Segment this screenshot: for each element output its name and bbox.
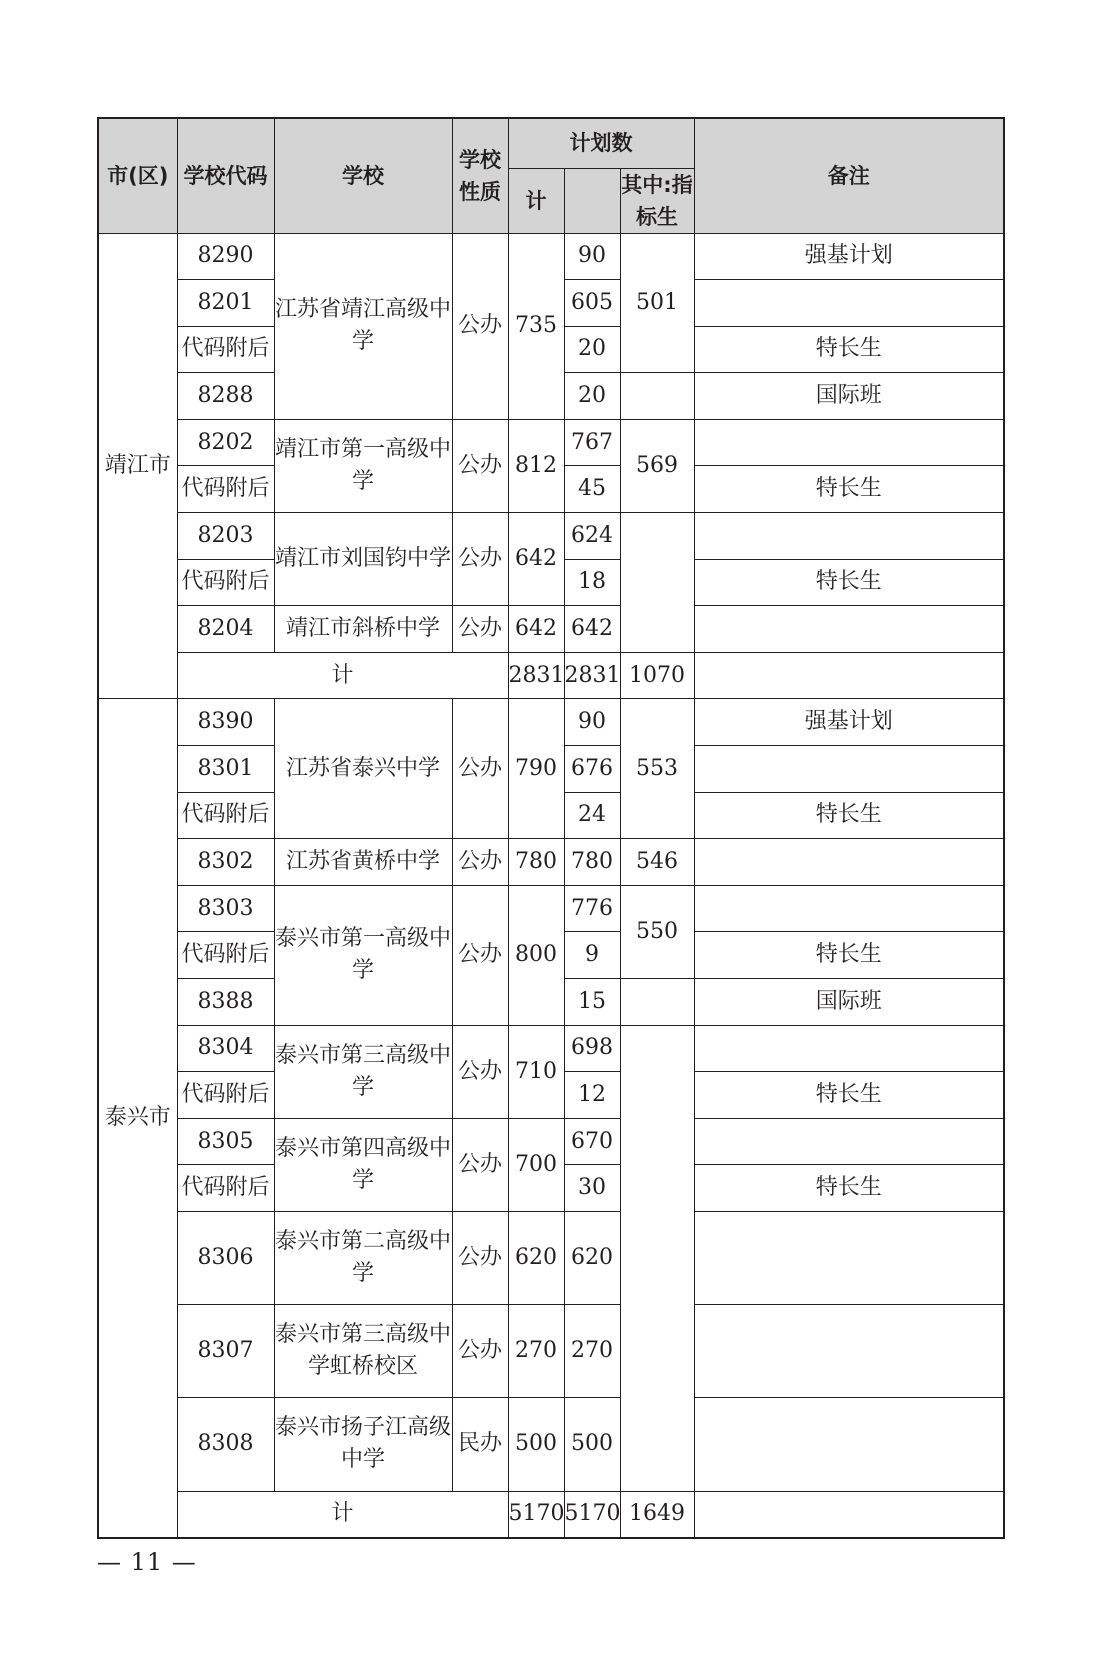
subtotal-total: 2831	[508, 652, 564, 699]
plan-num-cell: 20	[564, 373, 620, 420]
header-school-type: 学校性质	[452, 118, 508, 233]
remark-cell	[694, 885, 1004, 932]
school-type-cell: 公办	[452, 1305, 508, 1398]
remark-cell	[694, 1211, 1004, 1304]
school-name-cell: 江苏省黄桥中学	[274, 839, 452, 886]
header-plan-total: 计	[508, 168, 564, 233]
remark-cell	[694, 513, 1004, 560]
school-type-cell: 公办	[452, 839, 508, 886]
remark-cell	[694, 1491, 1004, 1538]
plan-num-cell: 500	[564, 1398, 620, 1491]
header-plan-blank	[564, 168, 620, 233]
header-city: 市(区)	[98, 118, 177, 233]
quota-cell	[620, 979, 694, 1026]
table-row	[98, 1025, 1004, 1072]
quota-cell: 553	[620, 699, 694, 839]
subtotal-label: 计	[177, 1491, 508, 1538]
plan-total-cell: 790	[508, 699, 564, 839]
subtotal-num: 2831	[564, 652, 620, 699]
table-row	[98, 606, 1004, 653]
plan-num-cell: 9	[564, 932, 620, 979]
plan-total-cell: 735	[508, 233, 564, 419]
school-code-cell: 代码附后	[177, 932, 274, 979]
school-name-cell: 泰兴市第二高级中学	[274, 1211, 452, 1304]
subtotal-row	[98, 1491, 1004, 1538]
quota-cell	[620, 513, 694, 653]
plan-num-cell: 15	[564, 979, 620, 1026]
school-name-cell: 泰兴市第一高级中学	[274, 885, 452, 1025]
plan-num-cell: 620	[564, 1211, 620, 1304]
table-row	[98, 1118, 1004, 1165]
school-code-cell: 8204	[177, 606, 274, 653]
table-row	[98, 233, 1004, 280]
school-code-cell: 8308	[177, 1398, 274, 1491]
table-row	[98, 1211, 1004, 1258]
school-code-cell: 8390	[177, 699, 274, 746]
remark-cell: 特长生	[694, 326, 1004, 373]
remark-cell: 特长生	[694, 932, 1004, 979]
school-name-cell: 泰兴市第三高级中学	[274, 1025, 452, 1118]
school-code-cell: 8305	[177, 1118, 274, 1165]
school-type-cell: 公办	[452, 699, 508, 839]
subtotal-row	[98, 652, 1004, 699]
school-code-cell: 8304	[177, 1025, 274, 1072]
table-row	[98, 885, 1004, 932]
school-name-cell: 靖江市斜桥中学	[274, 606, 452, 653]
plan-total-cell: 700	[508, 1118, 564, 1211]
remark-cell	[694, 1025, 1004, 1072]
quota-cell	[620, 373, 694, 420]
header-plan: 计划数	[508, 118, 694, 168]
header-plan-quota: 其中:指标生	[620, 168, 694, 233]
city-cell: 靖江市	[98, 233, 177, 699]
remark-cell	[694, 1398, 1004, 1491]
table-row	[98, 1398, 1004, 1445]
school-type-cell: 公办	[452, 1025, 508, 1118]
school-type-cell: 公办	[452, 885, 508, 1025]
table-row	[98, 839, 1004, 886]
subtotal-quota: 1649	[620, 1491, 694, 1538]
plan-num-cell: 45	[564, 466, 620, 513]
school-code-cell: 8203	[177, 513, 274, 560]
school-name-cell: 靖江市刘国钧中学	[274, 513, 452, 606]
plan-num-cell: 18	[564, 559, 620, 606]
school-name-cell: 泰兴市第三高级中学虹桥校区	[274, 1305, 452, 1398]
remark-cell	[694, 746, 1004, 793]
remark-cell	[694, 1118, 1004, 1165]
remark-cell: 国际班	[694, 373, 1004, 420]
school-code-cell: 8302	[177, 839, 274, 886]
plan-num-cell: 642	[564, 606, 620, 653]
remark-cell: 国际班	[694, 979, 1004, 1026]
remark-cell: 特长生	[694, 1072, 1004, 1119]
plan-num-cell: 90	[564, 699, 620, 746]
subtotal-num: 5170	[564, 1491, 620, 1538]
plan-total-cell: 642	[508, 606, 564, 653]
remark-cell	[694, 652, 1004, 699]
plan-num-cell: 270	[564, 1305, 620, 1398]
school-code-cell: 8388	[177, 979, 274, 1026]
plan-num-cell: 90	[564, 233, 620, 280]
plan-total-cell: 500	[508, 1398, 564, 1491]
plan-total-cell: 642	[508, 513, 564, 606]
plan-total-cell: 710	[508, 1025, 564, 1118]
header-remark: 备注	[694, 118, 1004, 233]
school-code-cell: 代码附后	[177, 792, 274, 839]
plan-num-cell: 624	[564, 513, 620, 560]
school-code-cell: 8288	[177, 373, 274, 420]
city-cell: 泰兴市	[98, 699, 177, 1538]
plan-num-cell: 20	[564, 326, 620, 373]
school-code-cell: 8307	[177, 1305, 274, 1398]
plan-num-cell: 767	[564, 419, 620, 466]
quota-cell: 501	[620, 233, 694, 373]
plan-num-cell: 24	[564, 792, 620, 839]
school-type-cell: 公办	[452, 1211, 508, 1304]
school-name-cell: 泰兴市扬子江高级中学	[274, 1398, 452, 1491]
plan-num-cell: 676	[564, 746, 620, 793]
school-code-cell: 代码附后	[177, 326, 274, 373]
school-code-cell: 8303	[177, 885, 274, 932]
school-type-cell: 公办	[452, 1118, 508, 1211]
table-row	[98, 699, 1004, 746]
remark-cell	[694, 839, 1004, 886]
school-name-cell: 江苏省靖江高级中学	[274, 233, 452, 419]
plan-num-cell: 30	[564, 1165, 620, 1212]
plan-total-cell: 620	[508, 1211, 564, 1304]
school-code-cell: 8290	[177, 233, 274, 280]
subtotal-label: 计	[177, 652, 508, 699]
remark-cell	[694, 419, 1004, 466]
quota-cell	[620, 1025, 694, 1491]
header-school-code: 学校代码	[177, 118, 274, 233]
table-row	[98, 1305, 1004, 1352]
plan-total-cell: 780	[508, 839, 564, 886]
plan-total-cell: 270	[508, 1305, 564, 1398]
school-type-cell: 公办	[452, 606, 508, 653]
plan-num-cell: 780	[564, 839, 620, 886]
remark-cell: 特长生	[694, 559, 1004, 606]
school-code-cell: 代码附后	[177, 559, 274, 606]
school-type-cell: 公办	[452, 419, 508, 512]
remark-cell: 特长生	[694, 792, 1004, 839]
school-type-cell: 公办	[452, 513, 508, 606]
plan-num-cell: 605	[564, 280, 620, 327]
subtotal-quota: 1070	[620, 652, 694, 699]
plan-total-cell: 812	[508, 419, 564, 512]
school-code-cell: 代码附后	[177, 466, 274, 513]
school-code-cell: 代码附后	[177, 1165, 274, 1212]
enrollment-plan-table	[97, 117, 1005, 1539]
school-code-cell: 8202	[177, 419, 274, 466]
quota-cell: 550	[620, 885, 694, 978]
school-type-cell: 民办	[452, 1398, 508, 1491]
plan-num-cell: 698	[564, 1025, 620, 1072]
table-row	[98, 419, 1004, 466]
plan-num-cell: 670	[564, 1118, 620, 1165]
remark-cell: 特长生	[694, 1165, 1004, 1212]
subtotal-total: 5170	[508, 1491, 564, 1538]
quota-cell: 569	[620, 419, 694, 512]
school-type-cell: 公办	[452, 233, 508, 419]
quota-cell: 546	[620, 839, 694, 886]
school-code-cell: 8301	[177, 746, 274, 793]
school-code-cell: 代码附后	[177, 1072, 274, 1119]
plan-total-cell: 800	[508, 885, 564, 1025]
school-name-cell: 江苏省泰兴中学	[274, 699, 452, 839]
remark-cell: 特长生	[694, 466, 1004, 513]
remark-cell	[694, 280, 1004, 327]
school-name-cell: 泰兴市第四高级中学	[274, 1118, 452, 1211]
plan-num-cell: 776	[564, 885, 620, 932]
table-row	[98, 513, 1004, 560]
remark-cell	[694, 606, 1004, 653]
remark-cell	[694, 1305, 1004, 1398]
remark-cell: 强基计划	[694, 699, 1004, 746]
school-code-cell: 8306	[177, 1211, 274, 1304]
remark-cell: 强基计划	[694, 233, 1004, 280]
plan-num-cell: 12	[564, 1072, 620, 1119]
page-number: — 11 —	[97, 1548, 197, 1576]
header-school: 学校	[274, 118, 452, 233]
school-code-cell: 8201	[177, 280, 274, 327]
school-name-cell: 靖江市第一高级中学	[274, 419, 452, 512]
